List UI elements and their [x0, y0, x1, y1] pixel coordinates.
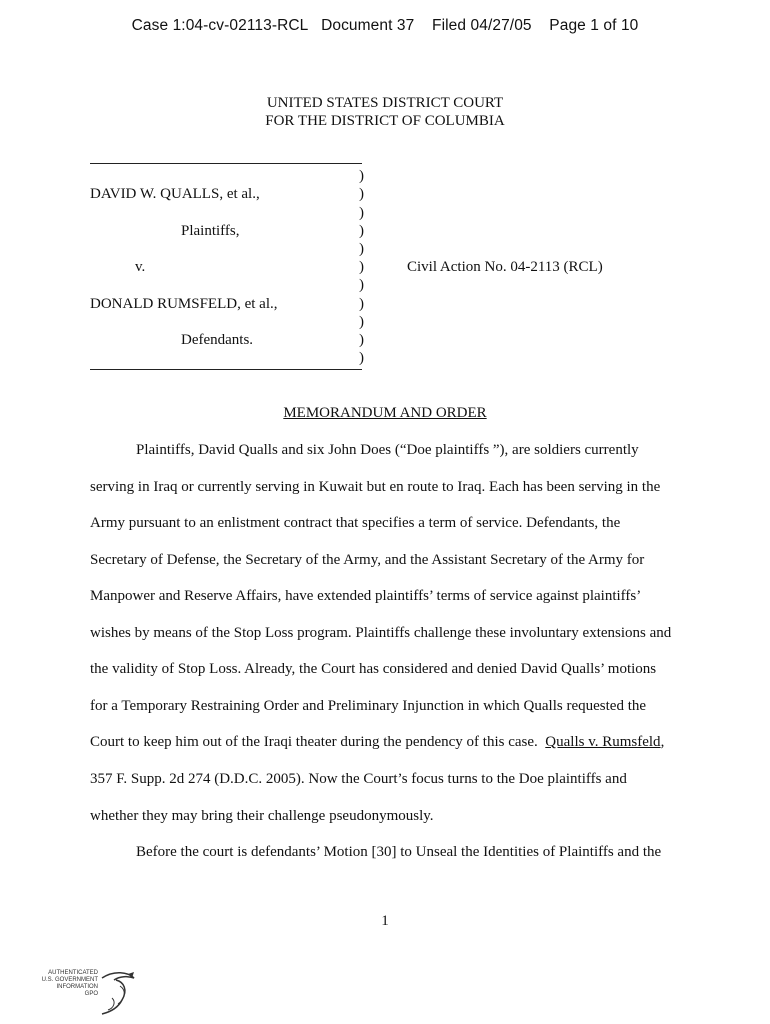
body-line-text: Court to keep him out of the Iraqi theater during the pendency of this case.	[90, 734, 546, 750]
caption-paren: )	[359, 223, 364, 239]
case-citation: Qualls v. Rumsfeld	[545, 734, 661, 750]
caption-paren: )	[359, 186, 364, 202]
document-number: Document 37	[321, 17, 415, 34]
body-line: wishes by means of the Stop Loss program. Plaintiffs challenge these involuntary extensions and	[90, 625, 672, 641]
court-name-line-2: FOR THE DISTRICT OF COLUMBIA	[265, 113, 505, 129]
defendant-role: Defendants.	[181, 332, 254, 348]
body-line: serving in Iraq or currently serving in Kuwait but en route to Iraq. Each has been serving in the	[90, 479, 661, 495]
body-line: Before the court is defendants’ Motion [30] to Unseal the Identities of Plaintiffs and the	[136, 844, 662, 860]
case-number: Case 1:04-cv-02113-RCL	[131, 17, 308, 34]
body-line: Secretary of Defense, the Secretary of the Army, and the Assistant Secretary of the Army for	[90, 552, 645, 568]
caption-paren: )	[359, 168, 364, 184]
caption-paren: )	[359, 332, 364, 348]
eagle-icon	[94, 968, 144, 1018]
caption-paren: )	[359, 277, 364, 293]
caption-paren: )	[359, 241, 364, 257]
seal-text	[28, 970, 98, 998]
caption-paren: )	[359, 350, 364, 366]
caption-bottom-rule	[90, 369, 362, 370]
plaintiff-role: Plaintiffs,	[181, 223, 240, 239]
defendant-name: DONALD RUMSFELD, et al.,	[90, 296, 278, 312]
body-line: Plaintiffs, David Qualls and six John Does (“Doe plaintiffs ”), are soldiers currently	[136, 442, 639, 458]
civil-action-number: Civil Action No. 04-2113 (RCL)	[407, 259, 603, 275]
seal-line: U.S. GOVERNMENT	[41, 977, 98, 983]
seal-line: AUTHENTICATED	[48, 970, 98, 976]
plaintiff-name: DAVID W. QUALLS, et al.,	[90, 186, 260, 202]
versus: v.	[135, 259, 146, 275]
citation-comma: ,	[660, 734, 665, 750]
document-title: MEMORANDUM AND ORDER	[283, 405, 487, 421]
body-line	[90, 734, 664, 751]
caption-top-rule	[90, 163, 362, 164]
caption-paren: )	[359, 259, 364, 275]
caption-paren: )	[359, 314, 364, 330]
body-line: for a Temporary Restraining Order and Preliminary Injunction in which Qualls requested the	[90, 698, 647, 714]
caption-paren: )	[359, 296, 364, 312]
case-header	[0, 17, 770, 35]
body-line: whether they may bring their challenge pseudonymously.	[90, 808, 434, 824]
body-line: 357 F. Supp. 2d 274 (D.D.C. 2005). Now the Court’s focus turns to the Doe plaintiffs and	[90, 771, 627, 787]
page-number: 1	[381, 913, 389, 929]
seal-line: INFORMATION	[56, 984, 98, 990]
filed-date: Filed 04/27/05	[432, 17, 532, 34]
court-name-line-1: UNITED STATES DISTRICT COURT	[266, 95, 504, 111]
seal-line: GPO	[84, 991, 98, 997]
caption-paren: )	[359, 205, 364, 221]
page-indicator: Page 1 of 10	[549, 17, 639, 34]
gpo-authentication-seal	[28, 968, 138, 1018]
body-line: Army pursuant to an enlistment contract that specifies a term of service. Defendants, the	[90, 515, 621, 531]
body-line: Manpower and Reserve Affairs, have extended plaintiffs’ terms of service against plaintiffs’	[90, 588, 642, 604]
body-line: the validity of Stop Loss. Already, the Court has considered and denied David Qualls’ motions	[90, 661, 657, 677]
